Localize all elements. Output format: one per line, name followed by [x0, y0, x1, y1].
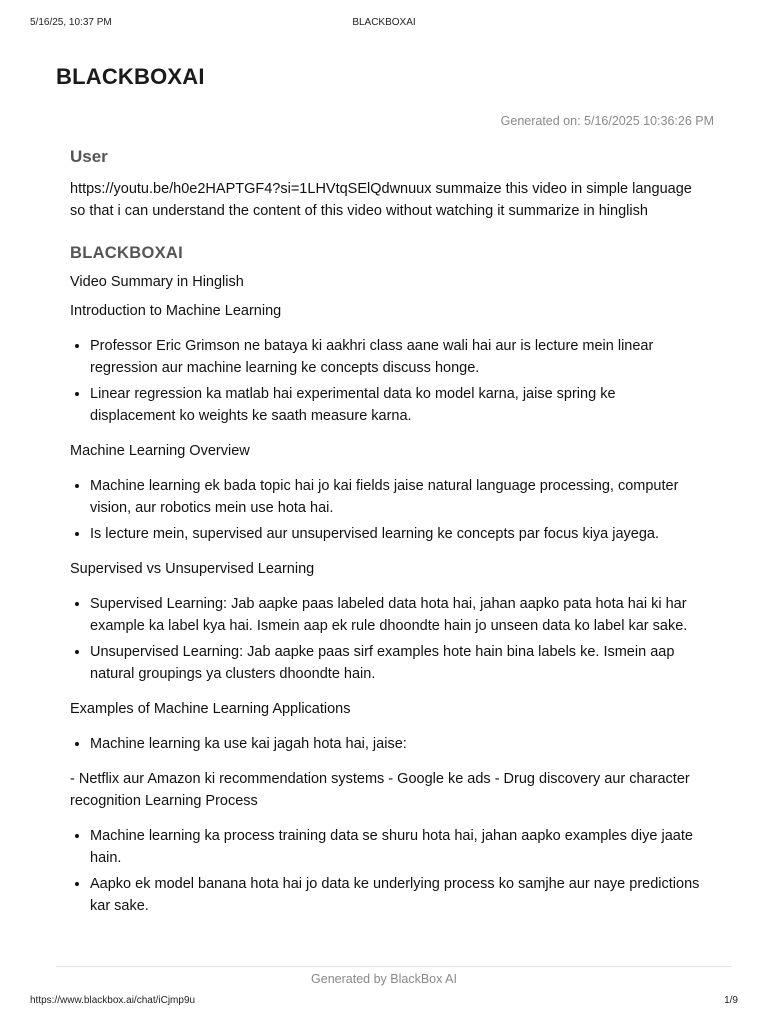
bullet-list: [70, 335, 700, 427]
user-message: https://youtu.be/h0e2HAPTGF4?si=1LHVtqSElQdwnuux summaize this video in simple language so that i can understand the content of this video without watching it summarize in hinglish: [70, 181, 692, 219]
footer-divider: [56, 966, 732, 967]
list-item: • Linear regression ka matlab hai experimental data ko model karna, jaise spring ke displacement ko weights ke saath measure karna.: [90, 383, 700, 427]
list-item: • Aapko ek model banana hota hai jo data ke underlying process ko samjhe aur naye predictions kar sake.: [90, 873, 700, 917]
print-date: 5/16/25, 10:37 PM: [30, 17, 112, 28]
list-item: • Supervised Learning: Jab aapke paas labeled data hota hai, jahan aapko pata hota hai ki har example ka label kya hai. Ismein aap ek rule dhoondte hain jo unseen data ko label kar sake.: [90, 593, 700, 637]
generated-by-footer: Generated by BlackBox AI: [311, 972, 457, 986]
section-heading: Introduction to Machine Learning: [70, 303, 282, 319]
list-item: • Is lecture mein, supervised aur unsupervised learning ke concepts par focus kiya jayega.: [90, 523, 700, 545]
section-heading: Machine Learning Overview: [70, 443, 250, 459]
user-role-label: User: [70, 147, 108, 166]
examples-text: - Netflix aur Amazon ki recommendation systems - Google ke ads - Drug discovery aur character recognition Learning Process: [70, 771, 690, 809]
page-number: 1/9: [724, 995, 738, 1006]
print-header: [30, 17, 738, 31]
section-heading: Examples of Machine Learning Applications: [70, 701, 351, 717]
list-item: • Unsupervised Learning: Jab aapke paas sirf examples hote hain bina labels ke. Ismein aap natural groupings ya clusters dhoondte hain.: [90, 641, 700, 685]
bullet-list: [70, 733, 700, 755]
print-footer: [30, 995, 738, 1009]
generated-on-timestamp: Generated on: 5/16/2025 10:36:26 PM: [500, 114, 714, 128]
page-title: BLACKBOXAI: [56, 64, 205, 89]
summary-title: Video Summary in Hinglish: [70, 274, 244, 290]
print-title: BLACKBOXAI: [352, 17, 416, 28]
list-item: • Machine learning ek bada topic hai jo kai fields jaise natural language processing, computer vision, aur robotics mein use hota hai.: [90, 475, 700, 519]
bullet-list: [70, 475, 700, 545]
list-item: • Professor Eric Grimson ne bataya ki aakhri class aane wali hai aur is lecture mein linear regression aur machine learning ke concepts discuss honge.: [90, 335, 700, 379]
bullet-list: [70, 825, 700, 917]
section-heading: Supervised vs Unsupervised Learning: [70, 561, 315, 577]
list-item: • Machine learning ka use kai jagah hota hai, jaise:: [90, 733, 700, 755]
print-url[interactable]: https://www.blackbox.ai/chat/iCjmp9u: [30, 995, 196, 1006]
list-item: • Machine learning ka process training data se shuru hota hai, jahan aapko examples diye jaate hain.: [90, 825, 700, 869]
assistant-role-label: BLACKBOXAI: [70, 244, 183, 262]
bullet-list: [70, 593, 700, 685]
chat-transcript: [70, 146, 700, 930]
